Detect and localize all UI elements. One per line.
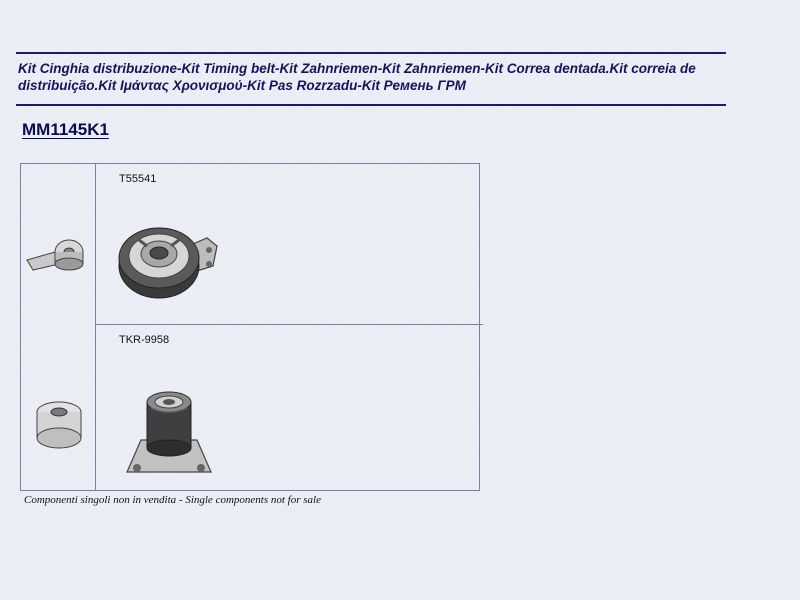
idler-thumbnail-icon	[33, 398, 85, 452]
part-code-tensioner: T55541	[119, 173, 157, 185]
column-divider	[95, 164, 96, 490]
row-divider	[95, 324, 483, 325]
parts-table	[20, 163, 480, 491]
idler-pulley-icon	[121, 386, 217, 482]
header-rule-bottom	[16, 104, 726, 106]
kit-code: MM1145K1	[22, 120, 109, 139]
footer-note: Componenti singoli non in vendita - Single components not for sale	[24, 494, 321, 506]
part-code-idler: TKR-9958	[119, 334, 170, 346]
tensioner-thumbnail-icon	[25, 234, 89, 284]
kit-title: Kit Cinghia distribuzione-Kit Timing belt-Kit Zahnriemen-Kit Zahnriemen-Kit Correa dentada.Kit correia de distribuição.Kit Ιμάντας Χρονισμού-Kit Pas Rozrzadu-Kit Ремень ГРМ	[18, 61, 696, 93]
header-rule-top	[16, 52, 726, 54]
tensioner-pulley-icon	[117, 220, 221, 302]
